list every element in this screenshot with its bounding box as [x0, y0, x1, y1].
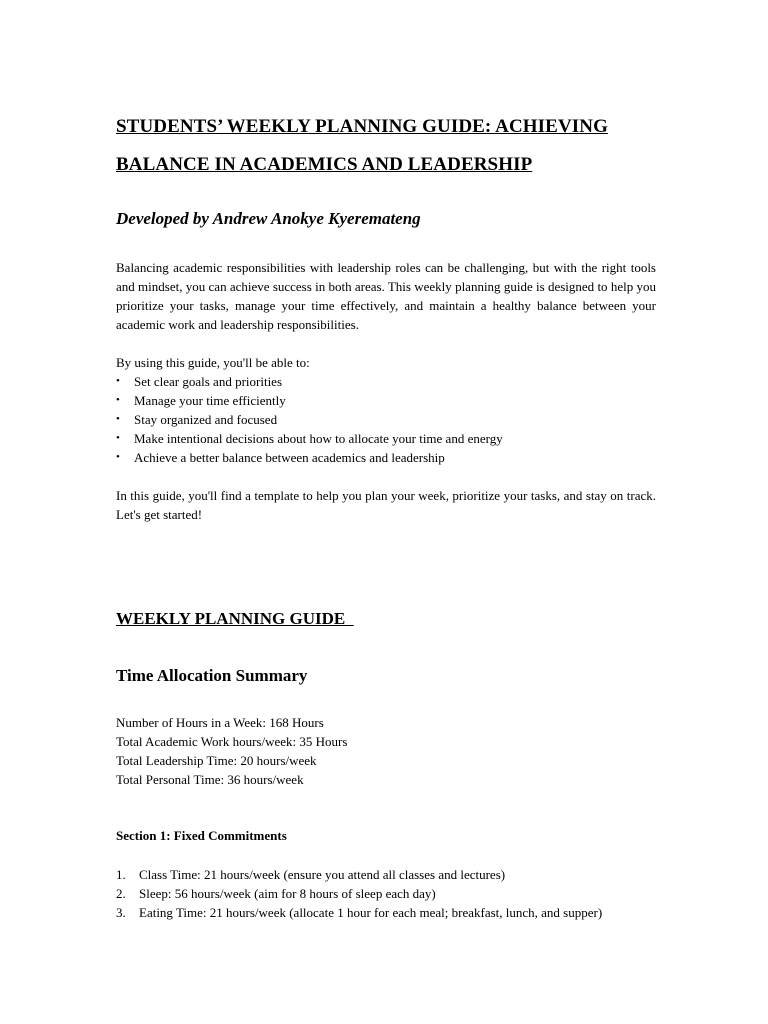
list-item-text: Set clear goals and priorities — [134, 374, 283, 389]
list-item: Number of Hours in a Week: 168 Hours — [116, 715, 324, 730]
document-title-line-1: STUDENTS’ WEEKLY PLANNING GUIDE: ACHIEVING — [116, 116, 608, 137]
bullet-icon: • — [116, 413, 120, 425]
list-item-text: Stay organized and focused — [134, 412, 278, 427]
list-item-text: Make intentional decisions about how to allocate your time and energy — [134, 431, 503, 446]
bullet-icon: • — [116, 394, 120, 406]
weekly-planning-heading: WEEKLY PLANNING GUIDE — [116, 609, 354, 628]
bullet-icon: • — [116, 451, 120, 463]
list-item-text: Manage your time efficiently — [134, 393, 286, 408]
fixed-commitments-heading: Section 1: Fixed Commitments — [116, 828, 287, 843]
list-number: 1. — [116, 867, 126, 882]
list-item: Total Leadership Time: 20 hours/week — [116, 753, 317, 768]
document-title-line-2: BALANCE IN ACADEMICS AND LEADERSHIP — [116, 154, 533, 175]
list-item-text: Sleep: 56 hours/week (aim for 8 hours of sleep each day) — [139, 886, 436, 901]
time-allocation-list — [116, 713, 347, 789]
closing-paragraph: In this guide, you'll find a template to help you plan your week, prioritize your tasks, and stay on track. Let's get started! — [116, 488, 656, 522]
author-credit: Developed by Andrew Anokye Kyeremateng — [116, 209, 421, 228]
list-item: Total Academic Work hours/week: 35 Hours — [116, 734, 348, 749]
bullet-icon: • — [116, 375, 120, 387]
intro-paragraph: Balancing academic responsibilities with leadership roles can be challenging, but with the right tools and mindset, you can achieve success in both areas. This weekly planning guide is designed to help you prioritize your tasks, manage your time effectively, and maintain a healthy balance between your academic work and leadership responsibilities. — [116, 260, 656, 332]
time-allocation-heading: Time Allocation Summary — [116, 666, 308, 685]
benefits-lead: By using this guide, you'll be able to: — [116, 355, 310, 370]
list-item-text: Achieve a better balance between academics and leadership — [134, 450, 445, 465]
list-item-text: Class Time: 21 hours/week (ensure you attend all classes and lectures) — [139, 867, 506, 882]
bullet-icon: • — [116, 432, 120, 444]
list-item-text: Eating Time: 21 hours/week (allocate 1 hour for each meal; breakfast, lunch, and supper) — [139, 905, 603, 920]
list-number: 2. — [116, 886, 126, 901]
list-item: Total Personal Time: 36 hours/week — [116, 772, 304, 787]
list-number: 3. — [116, 905, 126, 920]
